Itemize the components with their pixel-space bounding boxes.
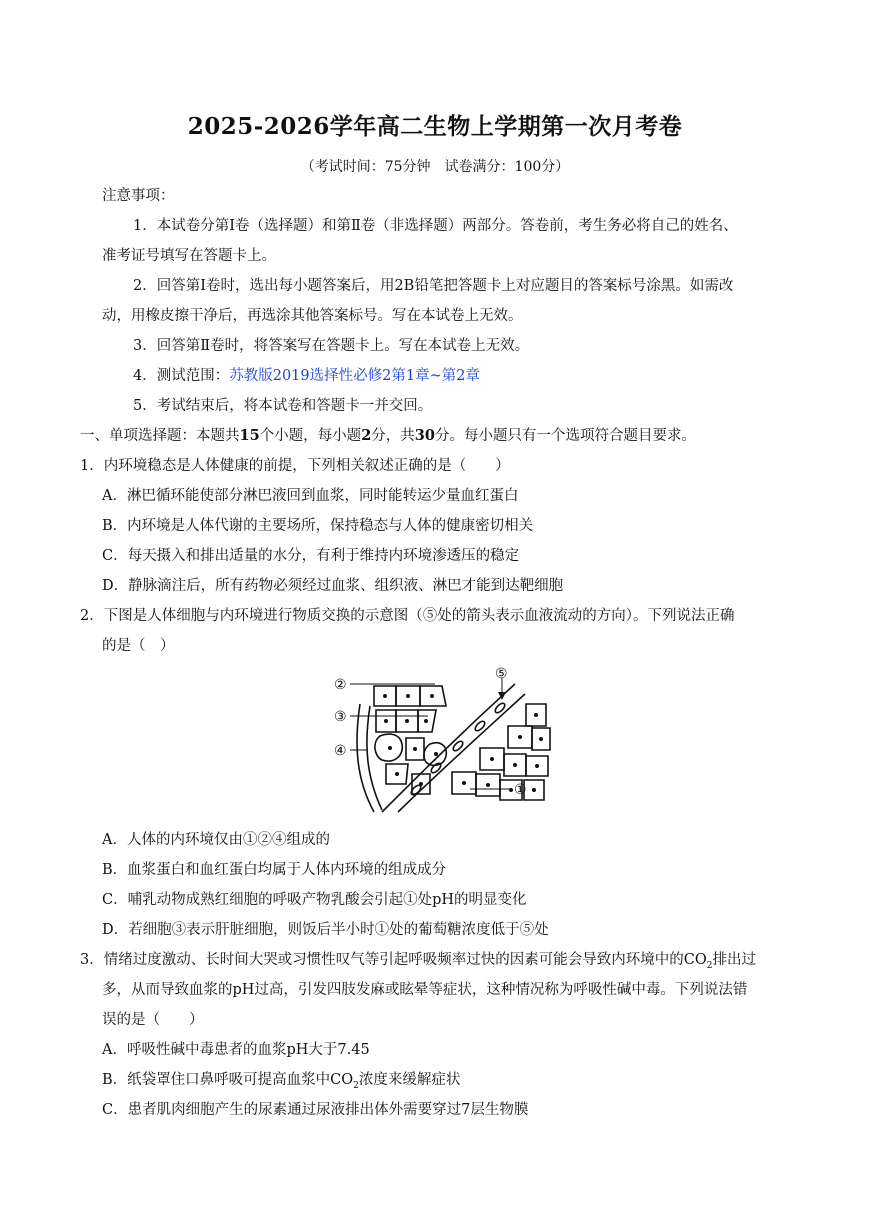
q3-option-b-tail: 浓度来缓解症状 xyxy=(358,1072,461,1088)
q3-stem-a xyxy=(80,950,756,976)
notice-4-prefix: 4．测试范围： xyxy=(133,368,230,384)
notice-heading: 注意事项： xyxy=(102,188,175,204)
q3-option-b-text: B．纸袋罩住口鼻呼吸可提高血浆中CO xyxy=(102,1072,354,1088)
q3-option-b-subscript: 2 xyxy=(353,1080,359,1091)
notice-2b: 动，用橡皮擦干净后，再选涂其他答案标号。写在本试卷上无效。 xyxy=(102,308,523,324)
section-count: 15 xyxy=(239,427,260,444)
q3-option-c: C．患者肌肉细胞产生的尿素通过尿液排出体外需要穿过7层生物膜 xyxy=(102,1102,529,1118)
exam-title: 2025-2026学年高二生物上学期第一次月考卷 xyxy=(187,113,683,140)
q1-option-c: C．每天摄入和排出适量的水分，有利于维持内环境渗透压的稳定 xyxy=(102,548,520,564)
notice-2a: 2．回答第Ⅰ卷时，选出每小题答案后，用2B铅笔把答题卡上对应题目的答案标号涂黑。如需改 xyxy=(133,278,734,294)
notice-5: 5．考试结束后，将本试卷和答题卡一并交回。 xyxy=(133,398,433,414)
q3-stem-b: 多，从而导致血浆的pH过高，引发四肢发麻或眩晕等症状，这种情况称为呼吸性碱中毒。下列说法错 xyxy=(102,982,748,998)
q1-option-a: A．淋巴循环能使部分淋巴液回到血浆，同时能转运少量血红蛋白 xyxy=(102,488,519,504)
section-text-2: 个小题，每小题 xyxy=(259,428,362,444)
q2-stem-a: 2．下图是人体细胞与内环境进行物质交换的示意图（⑤处的箭头表示血液流动的方向）。下列说法正确 xyxy=(80,608,735,624)
exam-subtitle: （考试时间：75分钟 试卷满分：100分） xyxy=(300,159,570,175)
q1-option-d: D．静脉滴注后，所有药物必须经过血浆、组织液、淋巴才能到达靶细胞 xyxy=(102,578,564,594)
q2-option-a: A．人体的内环境仅由①②④组成的 xyxy=(102,832,330,848)
notice-1a: 1．本试卷分第Ⅰ卷（选择题）和第Ⅱ卷（非选择题）两部分。答卷前，考生务必将自己的姓名、 xyxy=(133,218,738,234)
label-2: ② xyxy=(334,677,347,693)
q3-option-b xyxy=(102,1070,460,1096)
q1-stem: 1．内环境稳态是人体健康的前提，下列相关叙述正确的是（ ） xyxy=(80,458,510,474)
q3-stem-a-subscript: 2 xyxy=(706,960,713,971)
q1-option-b: B．内环境是人体代谢的主要场所，保持稳态与人体的健康密切相关 xyxy=(102,518,534,534)
section-text-1: 一、单项选择题：本题共 xyxy=(80,428,240,444)
label-3: ③ xyxy=(334,709,347,725)
q3-stem-a-text: 3．情绪过度激动、长时间大哭或习惯性叹气等引起呼吸频率过快的因素可能会导致内环境中的CO xyxy=(80,952,707,968)
q2-stem-b: 的是（ ） xyxy=(102,638,175,654)
section-text-4: 分。每小题只有一个选项符合题目要求。 xyxy=(434,428,696,444)
q2-option-d: D．若细胞③表示肝脏细胞，则饭后半小时①处的葡萄糖浓度低于⑤处 xyxy=(102,922,549,938)
label-1: ① xyxy=(514,782,527,798)
label-4: ④ xyxy=(334,743,347,759)
notice-4 xyxy=(133,366,480,386)
q3-option-a: A．呼吸性碱中毒患者的血浆pH大于7.45 xyxy=(102,1042,370,1058)
section-text-3: 分，共 xyxy=(371,428,415,444)
notice-1b: 准考证号填写在答题卡上。 xyxy=(102,248,276,264)
section-heading xyxy=(80,426,696,446)
q3-stem-a-tail: 排出过 xyxy=(712,952,756,968)
notice-4-scope: 苏教版2019选择性必修2第1章~第2章 xyxy=(229,368,480,384)
section-total: 30 xyxy=(414,427,435,444)
label-5: ⑤ xyxy=(495,666,508,682)
notice-3: 3．回答第Ⅱ卷时，将答案写在答题卡上。写在本试卷上无效。 xyxy=(133,338,530,354)
q3-stem-c: 误的是（ ） xyxy=(102,1012,204,1028)
q2-option-b: B．血浆蛋白和血红蛋白均属于人体内环境的组成成分 xyxy=(102,862,447,878)
section-each: 2 xyxy=(361,427,372,444)
lymph-wall-outer xyxy=(357,704,374,812)
q2-option-c: C．哺乳动物成熟红细胞的呼吸产物乳酸会引起①处pH的明显变化 xyxy=(102,892,527,908)
cell-diagram xyxy=(330,664,560,816)
